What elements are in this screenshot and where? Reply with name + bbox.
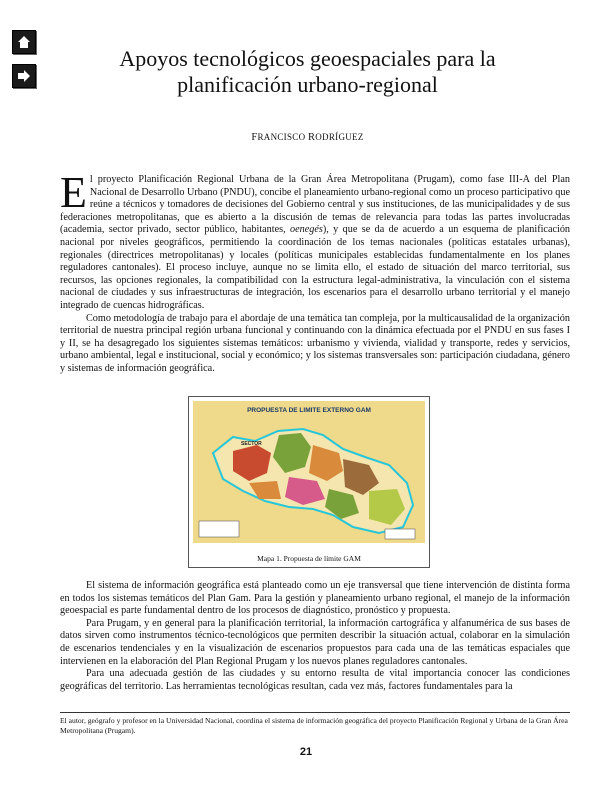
map-title: PROPUESTA DE LIMITE EXTERNO GAM xyxy=(247,407,371,414)
title-line-1: Apoyos tecnológicos geoespaciales para la xyxy=(119,46,496,71)
map-legend xyxy=(199,521,239,537)
figure-caption: Mapa 1. Propuesta de límite GAM xyxy=(257,554,361,563)
author-last-name: ODRÍGUEZ xyxy=(315,132,364,142)
footnote-divider xyxy=(60,712,570,713)
map-figure xyxy=(188,396,430,568)
intro-text: l proyecto Planificación Regional Urbana de la Gran Área Metropolitana (Prugam), como fase III-A del Plan Nacional de Desarrollo Urbano (PNDU), concibe el planeamiento urbano-regional como un proceso participativo que reúne a técnicos y tomadores de decisiones del Gobierno central y sus instituciones, de las municipalidades y de sus federaciones metropolitanas, que es abierto a la discusión de temas de relevancia para todas las partes involucradas (academia, sector privado, sector público, habitantes, xyxy=(60,174,570,236)
map-scale-bar xyxy=(385,529,415,539)
home-button[interactable] xyxy=(12,30,36,54)
next-page-button[interactable] xyxy=(12,64,36,88)
methodology-paragraph: Como metodología de trabajo para el abordaje de una temática tan compleja, por la multicausalidad de la organización territorial de nuestra principal región urbana funcional y continuando con la dinámica efectuada por el PNDU en sus fases I y II, se ha desagregado los siguientes sistemas temáticos: urbanismo y vivienda, vialidad y transporte, redes y servicios, urbano ambiental, legal e institucional, social y económico; y los sistemas transversales son: participación ciudadana, género y sistemas de información geográfica. xyxy=(60,312,570,374)
article-title xyxy=(60,46,555,98)
body-section xyxy=(60,580,570,693)
author-initial: F xyxy=(251,132,258,143)
intro-text-cont: ), y que se da de acuerdo a un esquema de planificación nacional por niveles geográficos, permitiendo la coordinación de los temas nacionales (políticas estatales urbanas), regionales (directrices metropolitanas) y locales (políticas municipales establecidas fundamentalmente en los planes reguladores cantonales). El proceso incluye, aunque no se limita ello, el estado de situación del marco territorial, sus recursos, las opciones regionales, la compatibilidad con la estructura legal-administrativa, la vinculación con el sistema nacional de ciudades y sus infraestructuras de integración, los escenarios para el desarrollo urbano territorial y el manejo integrado de cuencas hidrográficas. xyxy=(60,224,571,311)
page-number: 21 xyxy=(299,746,313,758)
body-paragraph: Para una adecuada gestión de las ciudades y su entorno resulta de vital importancia conocer las condiciones geográficas del territorio. Las herramientas tecnológicas resultan, cada vez más, factores fundamentales para la xyxy=(60,668,570,692)
author-first-name: RANCISCO xyxy=(257,132,308,142)
intro-italic-term: oenegés xyxy=(290,224,323,236)
body-paragraph: El sistema de información geográfica está planteado como un eje transversal que tiene intervención de distinta forma en todos los sistemas temáticos del Plan Gam. Para la gestión y planeamiento urbano regional, el manejo de la información geoespacial es parte fundamental dentro de los procesos de diagnóstico, pronóstico y propuesta. xyxy=(60,580,570,617)
author-footnote: El autor, geógrafo y profesor en la Universidad Nacional, coordina el sistema de información geográfica del proyecto Planificación Regional y Urbana de la Gran Área Metropolitana (Prugam). xyxy=(60,716,568,735)
author-initial: R xyxy=(307,132,316,143)
intro-section xyxy=(60,168,571,376)
intro-paragraph xyxy=(60,168,571,313)
body-paragraph: Para Prugam, y en general para la planificación territorial, la información cartográfica y alfanumérica de sus bases de datos sirven como instrumentos técnico-tecnológicos que permiten describir la situación actual, colaborar en la simulación de escenarios tendenciales y en la visualización de escenarios propuestos para cada una de las temáticas espaciales que intervienen en la elaboración del Plan Regional Prugam y los nuevos planes reguladores cantonales. xyxy=(60,617,570,667)
arrow-right-icon xyxy=(16,68,32,84)
drop-cap: E xyxy=(60,168,87,217)
author-name xyxy=(60,132,555,143)
title-line-2: planificación urbano-regional xyxy=(177,72,438,97)
home-icon xyxy=(16,34,32,50)
map-label-sector: SECTOR xyxy=(241,441,262,447)
gam-boundary-map xyxy=(193,401,425,543)
